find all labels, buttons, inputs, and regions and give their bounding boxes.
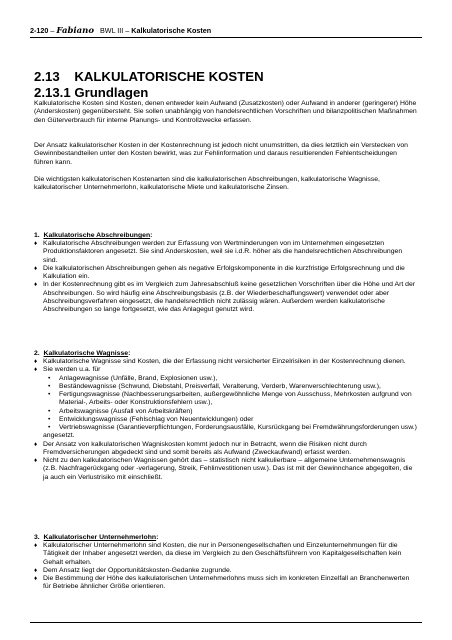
subsection-title: Kalkulatorische Wagnisse	[43, 350, 129, 357]
subsection-title: Kalkulatorischer Unternehmerlohn	[43, 534, 157, 541]
list-item-text: In der Kostenrechnung gibt es im Vergleich zum Jahresabschluß keine gesetzlichen Vorschriften über die Höhe und Art der Abschreibungen. So wird häufig eine Abschreibungsbasis (z.B. der Wiederbeschaffungswert) verwendet oder aber Abschreibungsverfahren eingesetzt, die handelsrechtlich nicht zulässig wären. Außerdem werden kalkulatorische Abschreibungen so lange fortgesetzt, wie das Anlagegut genutzt wird.	[43, 281, 416, 313]
section-heading	[34, 85, 148, 100]
chapter-title: KALKULATORISCHE KOSTEN	[74, 69, 264, 84]
list-item-text: Die Bestimmung der Höhe des kalkulatorischen Unternehmerlohns muss sich im konkreten Einzelfall an Branchenwerten für Betriebe ähnlicher Größe orientieren.	[43, 575, 410, 591]
subsection-heading	[34, 232, 152, 239]
sub-list	[43, 375, 418, 433]
list-item-text: Der Ansatz von kalkulatorischen Wagniskosten kommt jedoch nur in Betracht, wenn die Risiken nicht durch Fremdversicherungen abgedeckt sind und somit bereits als Aufwand (Zweckaufwand) erfasst werden.	[43, 440, 367, 456]
sub-list-item-text: Vertriebswagnisse (Garantieverpflichtungen, Forderungsausfälle, Kursrückgang bei Fremdwährungsforderungen usw.)	[59, 424, 417, 431]
dot-bullet-icon: •	[48, 382, 51, 390]
sub-list-item	[48, 375, 418, 383]
list-item-text: Kalkulatorischer Unternehmerlohn sind Kosten, die nur in Personengesellschaften und Einzelunternehmungen für die Tätigkeit der Inhaber angesetzt werden, da diese im Vergleich zu den Geschäftsführern von Kapitalgesellschaften kein Gehalt erhalten.	[43, 542, 402, 566]
page-header	[30, 26, 422, 36]
diamond-bullet-icon: ♦	[34, 281, 38, 289]
sub-list-item-text: Arbeitswagnisse (Ausfall von Arbeitskräften)	[59, 407, 193, 415]
dot-bullet-icon: •	[48, 391, 51, 398]
list-item	[34, 240, 418, 265]
subsection-colon: :	[150, 232, 153, 239]
list-item	[34, 542, 418, 567]
header-dash: –	[125, 26, 130, 35]
list-item-text: Dem Ansatz liegt der Opportunitätskosten-Gedanke zugrunde.	[43, 566, 232, 574]
sub-list-tail: angesetzt.	[43, 432, 75, 440]
subsection-heading	[34, 350, 130, 357]
sub-list-item	[48, 391, 418, 408]
header-rule	[30, 37, 422, 38]
bullet-list	[34, 542, 418, 592]
dot-bullet-icon: •	[48, 424, 51, 431]
chapter-heading	[34, 69, 264, 84]
sub-list-item-text: Fertigungswagnisse (Nachbesserungsarbeiten, außergewöhnliche Menge von Ausschuss, Mehrkosten aufgrund von Material-, Arbeits- oder Konstruktionsfehlern usw.),	[59, 391, 412, 407]
dot-bullet-icon: •	[48, 374, 51, 382]
subsection-colon: :	[156, 534, 159, 541]
subsection-heading	[34, 534, 158, 541]
dot-bullet-icon: •	[48, 407, 51, 415]
diamond-bullet-icon: ♦	[34, 542, 38, 549]
bullet-list	[34, 358, 418, 482]
list-item	[34, 366, 418, 440]
sub-list-item-text: Anlagewagnisse (Unfälle, Brand, Explosionen usw.),	[59, 374, 218, 382]
list-item	[34, 265, 418, 282]
subsection-number: 1.	[34, 232, 40, 239]
dot-bullet-icon: •	[48, 415, 51, 423]
diamond-bullet-icon: ♦	[34, 358, 38, 365]
sub-list-item	[48, 408, 418, 416]
diamond-bullet-icon: ♦	[34, 366, 38, 374]
diamond-bullet-icon: ♦	[34, 457, 38, 464]
sub-list-item-text: Entwicklungswagnisse (Fehlschlag von Neuentwicklungen) oder	[59, 415, 254, 423]
bullet-list	[34, 240, 418, 314]
list-item	[34, 358, 418, 366]
diamond-bullet-icon: ♦	[34, 440, 38, 448]
sub-list-item	[48, 383, 418, 391]
subsection-colon: :	[128, 350, 131, 357]
list-item-text: Nicht zu den kalkulatorischen Wagnissen gehört das – statistisch nicht kalkulierbare – allgemeine Unternehmenswagnis (z.B. Nachfragerückgang oder -verlagerung, Streik, Fehlinvestitionen usw.). Das ist mit der Gewinnchance abgegolten, die ja auch ein Verlustrisiko mit einschließt.	[43, 457, 413, 481]
header-dash: –	[50, 26, 55, 35]
footer-rule	[30, 622, 422, 623]
list-item	[34, 441, 418, 458]
diamond-bullet-icon: ♦	[34, 575, 38, 582]
diamond-bullet-icon: ♦	[34, 240, 38, 247]
list-item-text: Sie werden u.a. für	[43, 366, 101, 374]
section-number: 2.13.1	[34, 85, 71, 100]
page-number: 2-120	[30, 26, 49, 35]
chapter-number: 2.13	[34, 69, 60, 84]
subsection-number: 3.	[34, 534, 40, 541]
list-item-text: Kalkulatorische Abschreibungen werden zur Erfassung von Wertminderungen von im Unternehmen eingesetzten Produktionsfaktoren angesetzt. Sie sind Anderskosten, weil sie i.d.R. höher als die handelsrechtlichen Abschreibungen sind.	[43, 240, 403, 264]
list-item-text: Kalkulatorische Wagnisse sind Kosten, die der Erfassung nicht versicherter Einzelrisiken in der Kostenrechnung dienen.	[43, 358, 406, 365]
section-title: Grundlagen	[74, 85, 149, 100]
subsection-number: 2.	[34, 350, 40, 357]
diamond-bullet-icon: ♦	[34, 264, 38, 272]
list-item-text: Die kalkulatorischen Abschreibungen gehen als negative Erfolgskomponente in die kurzfristige Erfolgsrechnung und die Kalkulation ein.	[43, 264, 405, 280]
subsection-title: Kalkulatorische Abschreibungen	[43, 232, 151, 239]
sub-list-item	[48, 416, 418, 424]
sub-list-item-text: Beständewagnisse (Schwund, Diebstahl, Preisverfall, Veralterung, Verderb, Warenverschlechterung usw.),	[59, 382, 381, 390]
intro-paragraph: Der Ansatz kalkulatorischer Kosten in der Kostenrechnung ist jedoch nicht unumstritten, da dies letztlich ein Verstecken von Gewinnbestandteilen unter den Kosten bewirkt, was zur Fehlinformation und daraus resultierenden Fehlentscheidungen führen kann.	[34, 142, 408, 166]
intro-paragraph: Die wichtigsten kalkulatorischen Kostenarten sind die kalkulatorischen Abschreibungen, kalkulatorische Wagnisse, kalkulatorischer Unternehmerlohn, kalkulatorische Miete und kalkulatorische Zinsen.	[34, 176, 380, 192]
diamond-bullet-icon: ♦	[34, 566, 38, 574]
course-name: BWL III	[100, 26, 124, 35]
list-item	[34, 575, 418, 592]
brand-logo: Fabiano	[56, 26, 94, 36]
sub-list-item	[48, 424, 418, 432]
list-item	[34, 281, 418, 314]
list-item	[34, 457, 418, 482]
header-title: Kalkulatorische Kosten	[131, 26, 212, 35]
list-item	[34, 567, 418, 575]
intro-paragraph: Kalkulatorische Kosten sind Kosten, denen entweder kein Aufwand (Zusatzkosten) oder Aufwand in anderer (geringerer) Höhe (Anderskosten) gegenübersteht. Sie sollen unabhängig von handelsrechtlichen Vorschriften und bilanzpolitischen Maßnahmen den Güterverbrauch für interne Planungs- und Kontrollzwecke erfassen.	[34, 100, 417, 124]
